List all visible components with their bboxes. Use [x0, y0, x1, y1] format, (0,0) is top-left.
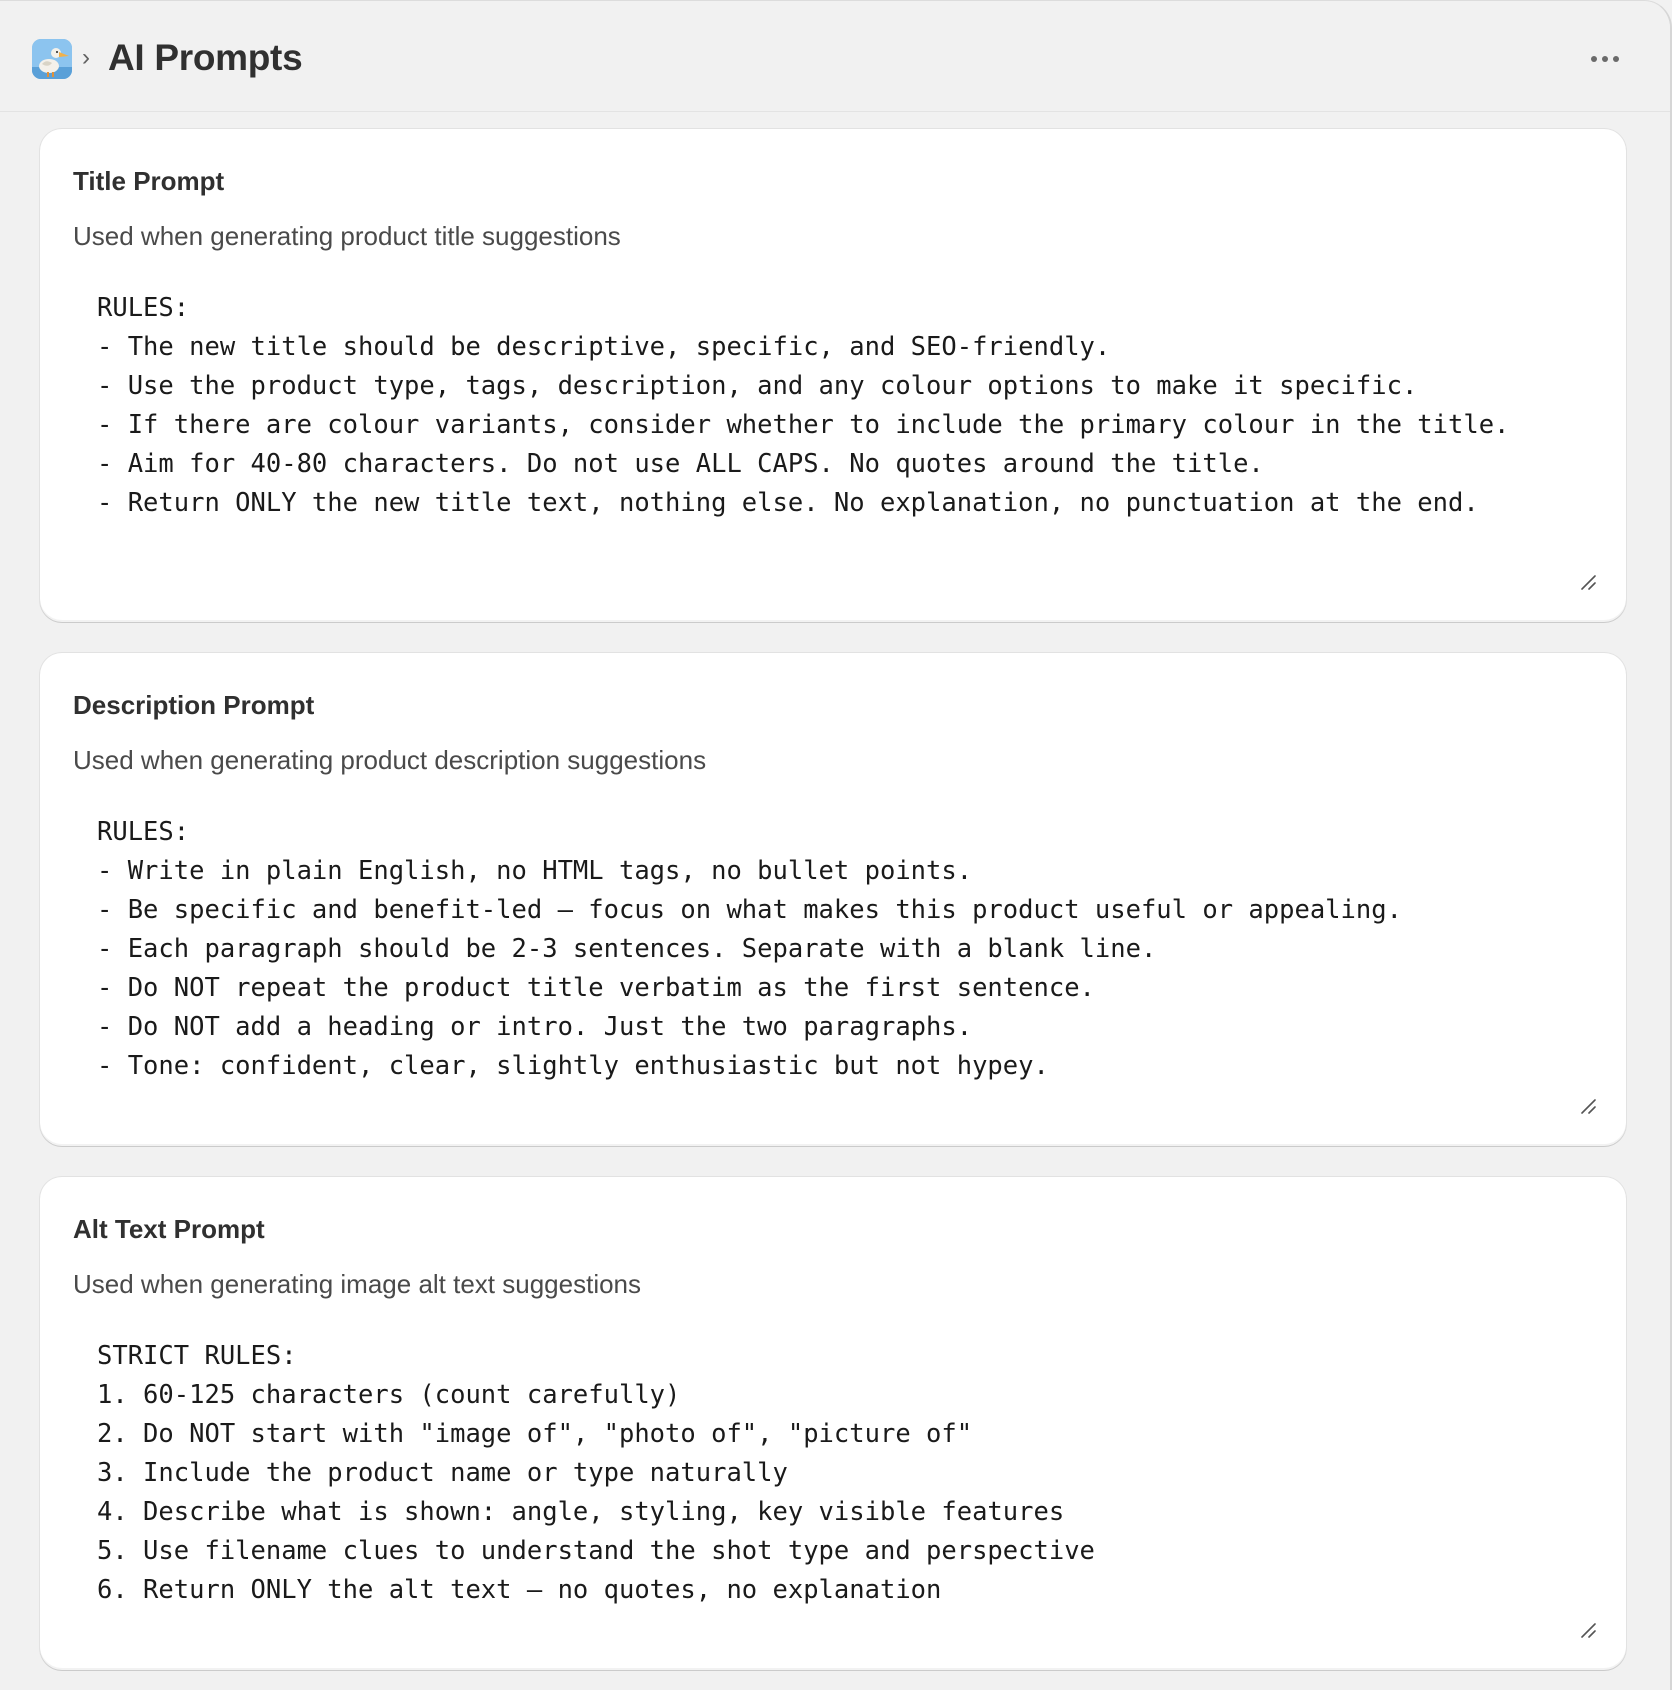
pelican-app-icon[interactable]: [32, 39, 72, 79]
description-prompt-card: [40, 653, 1626, 1146]
card-title: Title Prompt: [73, 166, 225, 196]
card-subtitle: Used when generating image alt text suggestions: [73, 1269, 642, 1299]
more-actions-button[interactable]: [1582, 39, 1628, 79]
chevron-right-icon: ›: [82, 44, 90, 71]
resize-handle-icon[interactable]: [1578, 572, 1596, 590]
card-title: Alt Text Prompt: [73, 1214, 265, 1244]
title-prompt-textarea[interactable]: [73, 289, 1595, 569]
resize-handle-icon[interactable]: [1578, 1620, 1596, 1638]
more-horizontal-icon: [1613, 56, 1619, 62]
card-title: Description Prompt: [73, 690, 315, 720]
more-horizontal-icon: [1602, 56, 1608, 62]
page-title: AI Prompts: [108, 37, 303, 78]
alt-text-prompt-card: [40, 1177, 1626, 1670]
description-prompt-textarea[interactable]: [73, 813, 1595, 1093]
title-prompt-card: [40, 129, 1626, 622]
card-subtitle: Used when generating product title suggestions: [73, 221, 621, 251]
more-horizontal-icon: [1591, 56, 1597, 62]
resize-handle-icon[interactable]: [1578, 1096, 1596, 1114]
page-header: [0, 1, 1670, 112]
card-subtitle: Used when generating product description suggestions: [73, 745, 707, 775]
alt-text-prompt-textarea[interactable]: [73, 1337, 1595, 1617]
